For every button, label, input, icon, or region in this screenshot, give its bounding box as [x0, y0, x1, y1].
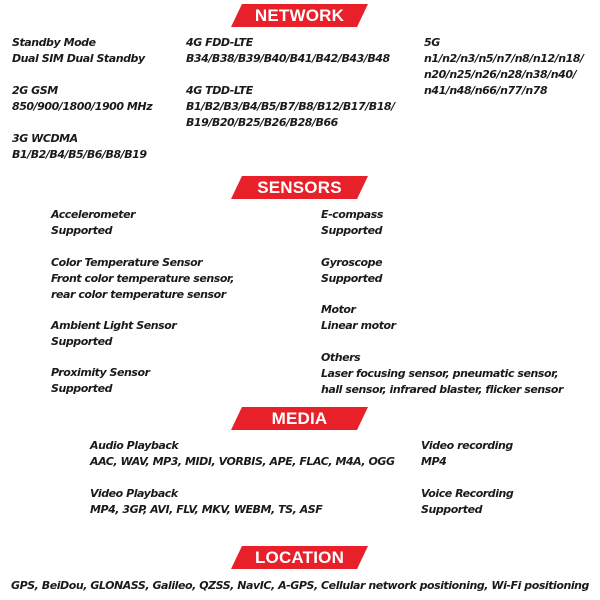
spec-value: n20/n25/n26/n28/n38/n40/	[424, 68, 577, 81]
spec-value: MP4	[421, 455, 447, 468]
network-title: NETWORK	[254, 5, 345, 25]
media-section-header	[231, 407, 368, 430]
spec-video-playback	[90, 486, 322, 518]
spec-value: rear color temperature sensor	[51, 288, 226, 301]
spec-value: AAC, WAV, MP3, MIDI, VORBIS, APE, FLAC, M4A, OGG	[90, 455, 395, 468]
spec-value: Front color temperature sensor,	[51, 272, 235, 285]
spec-color-temperature-sensor	[51, 255, 234, 303]
location-section-header	[231, 546, 368, 569]
spec-value: n41/n48/n66/n77/n78	[424, 84, 548, 97]
spec-value: Supported	[321, 224, 383, 237]
network-section-header	[231, 4, 368, 27]
spec-label: Gyroscope	[321, 256, 383, 269]
spec-value: B1/B2/B3/B4/B5/B7/B8/B12/B17/B18/	[186, 100, 395, 113]
location-systems: GPS, BeiDou, GLONASS, Galileo, QZSS, NavIC, A-GPS, Cellular network positioning, Wi-Fi positioning	[11, 579, 589, 592]
spec-audio-playback	[90, 438, 395, 470]
spec-label: Color Temperature Sensor	[51, 256, 203, 269]
spec-label: 5G	[424, 36, 440, 49]
spec-value: B34/B38/B39/B40/B41/B42/B43/B48	[186, 52, 390, 65]
spec-gyroscope	[321, 255, 382, 287]
spec-label: 4G TDD-LTE	[186, 84, 253, 97]
spec-value: Supported	[51, 382, 113, 395]
location-title: LOCATION	[254, 547, 345, 567]
spec-label: Audio Playback	[90, 439, 179, 452]
spec-label: Proximity Sensor	[51, 366, 150, 379]
sensors-section-header	[231, 176, 368, 199]
spec-others	[321, 350, 563, 398]
spec-value: Supported	[321, 272, 383, 285]
spec-value: Supported	[421, 503, 483, 516]
spec-value: Laser focusing sensor, pneumatic sensor,	[321, 367, 559, 380]
spec-label: Video Playback	[90, 487, 178, 500]
spec-label: Accelerometer	[51, 208, 136, 221]
spec-value: Dual SIM Dual Standby	[12, 52, 145, 65]
spec-accelerometer	[51, 207, 135, 239]
spec-value: B1/B2/B4/B5/B6/B8/B19	[12, 148, 147, 161]
spec-label: 2G GSM	[12, 84, 58, 97]
spec-value: hall sensor, infrared blaster, flicker sensor	[321, 383, 563, 396]
spec-value: Linear motor	[321, 319, 396, 332]
spec-video-recording	[421, 438, 513, 470]
spec-value: Supported	[51, 335, 113, 348]
spec-label: 4G FDD-LTE	[186, 36, 253, 49]
spec-label: Motor	[321, 303, 356, 316]
spec-proximity-sensor	[51, 365, 150, 397]
spec-label: Others	[321, 351, 361, 364]
sensors-title: SENSORS	[257, 177, 342, 197]
spec-ambient-light-sensor	[51, 318, 176, 350]
spec-label: 3G WCDMA	[12, 132, 78, 145]
spec-value: 850/900/1800/1900 MHz	[12, 100, 153, 113]
spec-motor	[321, 302, 396, 334]
spec-value: B19/B20/B25/B26/B28/B66	[186, 116, 338, 129]
spec-3g-wcdma	[12, 131, 147, 163]
spec-label: Voice Recording	[421, 487, 514, 500]
spec-voice-recording	[421, 486, 513, 518]
spec-4g-tdd-lte	[186, 83, 395, 131]
spec-value: Supported	[51, 224, 113, 237]
spec-label: Standby Mode	[12, 36, 96, 49]
spec-standby-mode	[12, 35, 145, 67]
spec-label: Video recording	[421, 439, 513, 452]
spec-value: n1/n2/n3/n5/n7/n8/n12/n18/	[424, 52, 584, 65]
spec-e-compass	[321, 207, 383, 239]
spec-value: MP4, 3GP, AVI, FLV, MKV, WEBM, TS, ASF	[90, 503, 323, 516]
spec-4g-fdd-lte	[186, 35, 390, 67]
spec-2g-gsm	[12, 83, 152, 115]
spec-label: E-compass	[321, 208, 383, 221]
spec-label: Ambient Light Sensor	[51, 319, 177, 332]
media-title: MEDIA	[271, 408, 328, 428]
spec-5g	[424, 35, 584, 99]
